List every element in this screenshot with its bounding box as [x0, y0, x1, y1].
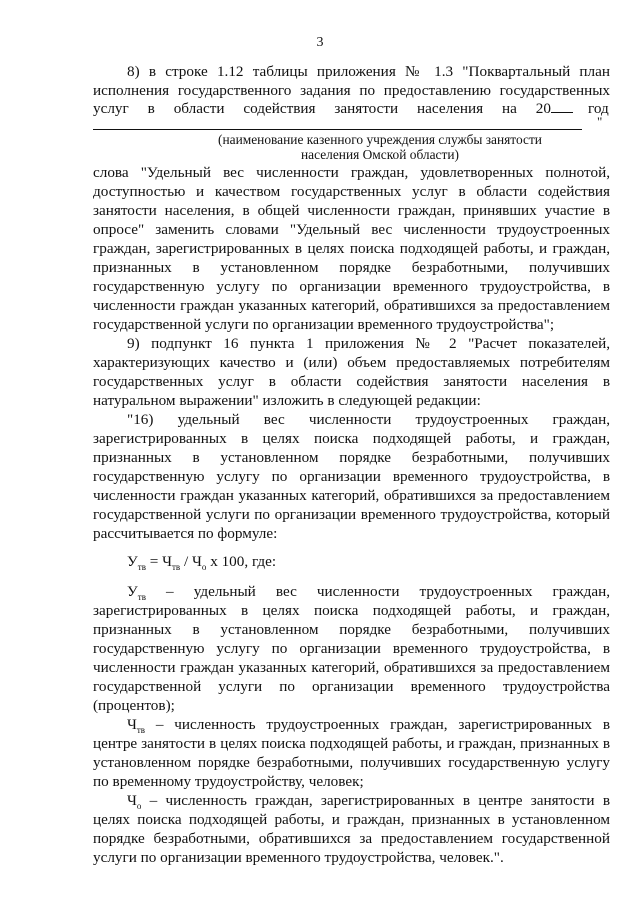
text-line: натуральном выражении" изложить в следующей редакции: — [93, 392, 481, 409]
text-line: численности граждан указанных категорий, обратившихся за предоставлением — [93, 659, 610, 676]
text-line: граждан, зарегистрированных в целях поиска подходящей работы, и граждан, — [93, 240, 610, 257]
fill-in-line — [93, 129, 582, 130]
text-line: государственную услугу по организации временного трудоустройства, в — [93, 468, 610, 485]
formula-tail: х 100, где: — [206, 553, 277, 570]
formula-operator: / — [180, 553, 193, 570]
text-line: рассчитывается по формуле: — [93, 525, 278, 542]
text-line: центре занятости в целях поиска подходящей работы, и граждан, признанных в — [93, 735, 610, 752]
text-line: целях поиска подходящей работы, и граждан, признанных в установленном — [93, 811, 610, 828]
formula-symbol: Ч — [192, 553, 202, 570]
text-line: государственных услуг в области содействия занятости населения в — [93, 373, 610, 390]
text-line: зарегистрированных в целях поиска подходящей работы, и граждан, — [93, 602, 610, 619]
text-line: признанных в установленном порядке безработными, получивших — [93, 259, 610, 276]
text-line: 9) подпункт 16 пункта 1 приложения № 2 "Расчет показателей, — [127, 335, 610, 352]
text-line: (процентов); — [93, 697, 175, 714]
text-line: зарегистрированных в целях поиска подходящей работы, и граждан, — [93, 430, 610, 447]
definition-text: – удельный вес численности трудоустроенных граждан, — [145, 583, 610, 600]
definition-text: – численность граждан, зарегистрированных в центре занятости в — [141, 792, 610, 809]
text-line: государственной услуги по организации временного трудоустройства"; — [93, 316, 555, 333]
definition-subscript: о — [136, 801, 142, 812]
definition-subscript: тв — [136, 725, 146, 736]
quote-mark: " — [597, 114, 603, 129]
page-number: 3 — [316, 35, 324, 50]
text-line: численности граждан указанных категорий, обратившихся за предоставлением — [93, 487, 610, 504]
text-line: год — [588, 100, 609, 117]
text-line: 8) в строке 1.12 таблицы приложения № 1.3 "Поквартальный план — [127, 63, 610, 80]
formula-operator: = — [145, 553, 163, 570]
text-line: исполнения государственного задания по предоставлению государственных — [93, 82, 610, 99]
text-line: установленном порядке безработными, получивших государственную услугу — [93, 754, 610, 771]
text-line — [93, 99, 573, 118]
caption-line: населения Омской области) — [301, 147, 459, 162]
text-line: государственную услугу по организации временного трудоустройства, в — [93, 278, 610, 295]
caption-line: (наименование казенного учреждения службы занятости — [218, 132, 542, 147]
text-line: численности граждан указанных категорий, обратившихся за предоставлением — [93, 297, 610, 314]
text-fragment: услуг в области содействия занятости населения на 20 — [93, 100, 551, 117]
definition-symbol: У — [127, 583, 138, 600]
text-line: порядке безработными, обратившихся за предоставлением государственной — [93, 830, 610, 847]
text-line: государственную услугу по организации временного трудоустройства, в — [93, 640, 610, 657]
definition-subscript: тв — [137, 592, 146, 603]
definition-symbol: Ч — [127, 716, 137, 733]
text-line: по временному трудоустройству, человек; — [93, 773, 364, 790]
formula-subscript: тв — [172, 562, 181, 573]
formula-symbol: У — [127, 553, 138, 570]
formula-subscript: тв — [137, 562, 146, 573]
definition-symbol: Ч — [127, 792, 137, 809]
text-line: характеризующих качество и (или) объем предоставляемых потребителям — [93, 354, 610, 371]
formula — [127, 552, 640, 577]
text-line: государственной услуги по организации временного трудоустройства — [93, 678, 610, 695]
year-blank — [551, 99, 573, 113]
text-line: признанных в установленном порядке безработными, получивших — [93, 621, 610, 638]
text-line: занятости населения, в общей численности граждан, принявших участие в — [93, 202, 610, 219]
text-line: "16) удельный вес численности трудоустроенных граждан, — [127, 411, 610, 428]
formula-subscript: о — [201, 562, 207, 573]
text-line: опросе" заменить словами "Удельный вес численности трудоустроенных — [93, 221, 610, 238]
definition-text: – численность трудоустроенных граждан, зарегистрированных в — [145, 716, 610, 733]
formula-symbol: Ч — [162, 553, 172, 570]
text-line: слова "Удельный вес численности граждан, удовлетворенных полнотой, — [93, 164, 610, 181]
text-line: услуги по организации временного трудоустройства, человек.". — [93, 849, 504, 866]
text-line: государственной услуги по организации временного трудоустройства, который — [93, 506, 610, 523]
text-line: признанных в установленном порядке безработными, получивших — [93, 449, 610, 466]
text-line: доступностью и качеством государственных услуг в области содействия — [93, 183, 610, 200]
